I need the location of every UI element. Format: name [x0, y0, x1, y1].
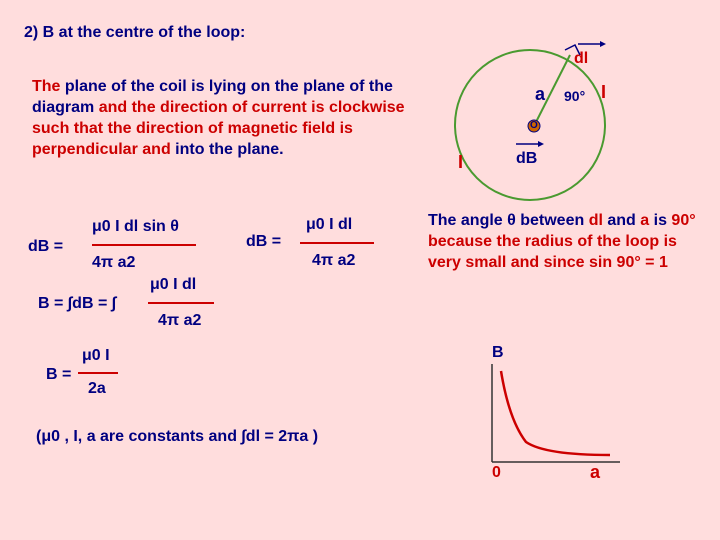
slide-title: 2) B at the centre of the loop: [24, 24, 246, 41]
intro-part-2: plane of the coil is lying on the plane of the diagram [32, 78, 393, 116]
dB-label: dB [516, 150, 538, 167]
eq1-fraction-bar [92, 244, 196, 246]
angle-explanation [428, 210, 708, 273]
dB-vector-arrowhead [538, 141, 544, 147]
radius-a-label: a [535, 84, 546, 104]
intro-part-3: and the [98, 99, 156, 116]
constants-note: (μ0 , I, a are constants and ∫dl = 2πa ) [36, 428, 319, 445]
b-vs-a-curve [501, 371, 610, 455]
graph-origin-label: 0 [492, 464, 501, 481]
explain-part-5: is [653, 212, 667, 229]
eq3-denominator: 4π a2 [158, 312, 202, 329]
eq2-fraction-bar [300, 242, 374, 244]
intro-part-7: into the plane. [175, 141, 284, 158]
centre-label: O [530, 120, 538, 131]
eq4-fraction-bar [78, 372, 118, 374]
explain-part-1: The angle θ between [428, 212, 585, 229]
eq2-lhs: dB = [246, 233, 282, 250]
eq3-numerator: μ0 I dl [150, 276, 197, 293]
intro-part-1: The [32, 78, 61, 95]
graph-x-label: a [590, 462, 601, 482]
eq3-lhs: B = ∫dB = ∫ [38, 295, 117, 312]
current-label-left: I [458, 152, 464, 172]
dl-label: dl [574, 50, 589, 67]
dl-vector-arrowhead [600, 41, 606, 47]
eq1-lhs: dB = [28, 238, 64, 255]
eq4-numerator: μ0 I [82, 347, 110, 364]
eq3-fraction-bar [148, 302, 214, 304]
eq2-denominator: 4π a2 [312, 252, 356, 269]
eq4-denominator: 2a [88, 380, 106, 397]
explain-part-4: a [640, 212, 650, 229]
eq4-lhs: B = [46, 366, 72, 383]
eq1-numerator: μ0 I dl sin θ [92, 218, 179, 235]
intro-part-5: such that the direction of magnetic field is perpendicular [32, 120, 353, 158]
explain-part-3: and [607, 212, 636, 229]
intro-part-4: direction of current is clockwise [160, 99, 405, 116]
current-label-right: I [601, 82, 607, 102]
intro-part-6: and [142, 141, 171, 158]
explain-part-2: dl [588, 212, 603, 229]
angle-label: 90° [564, 88, 586, 104]
explain-part-7: because the radius of the loop is very small and since sin 90° = 1 [428, 233, 677, 271]
graph-y-label: B [492, 344, 504, 361]
explain-part-6: 90° [671, 212, 696, 229]
eq2-numerator: μ0 I dl [306, 216, 353, 233]
eq1-denominator: 4π a2 [92, 254, 136, 271]
